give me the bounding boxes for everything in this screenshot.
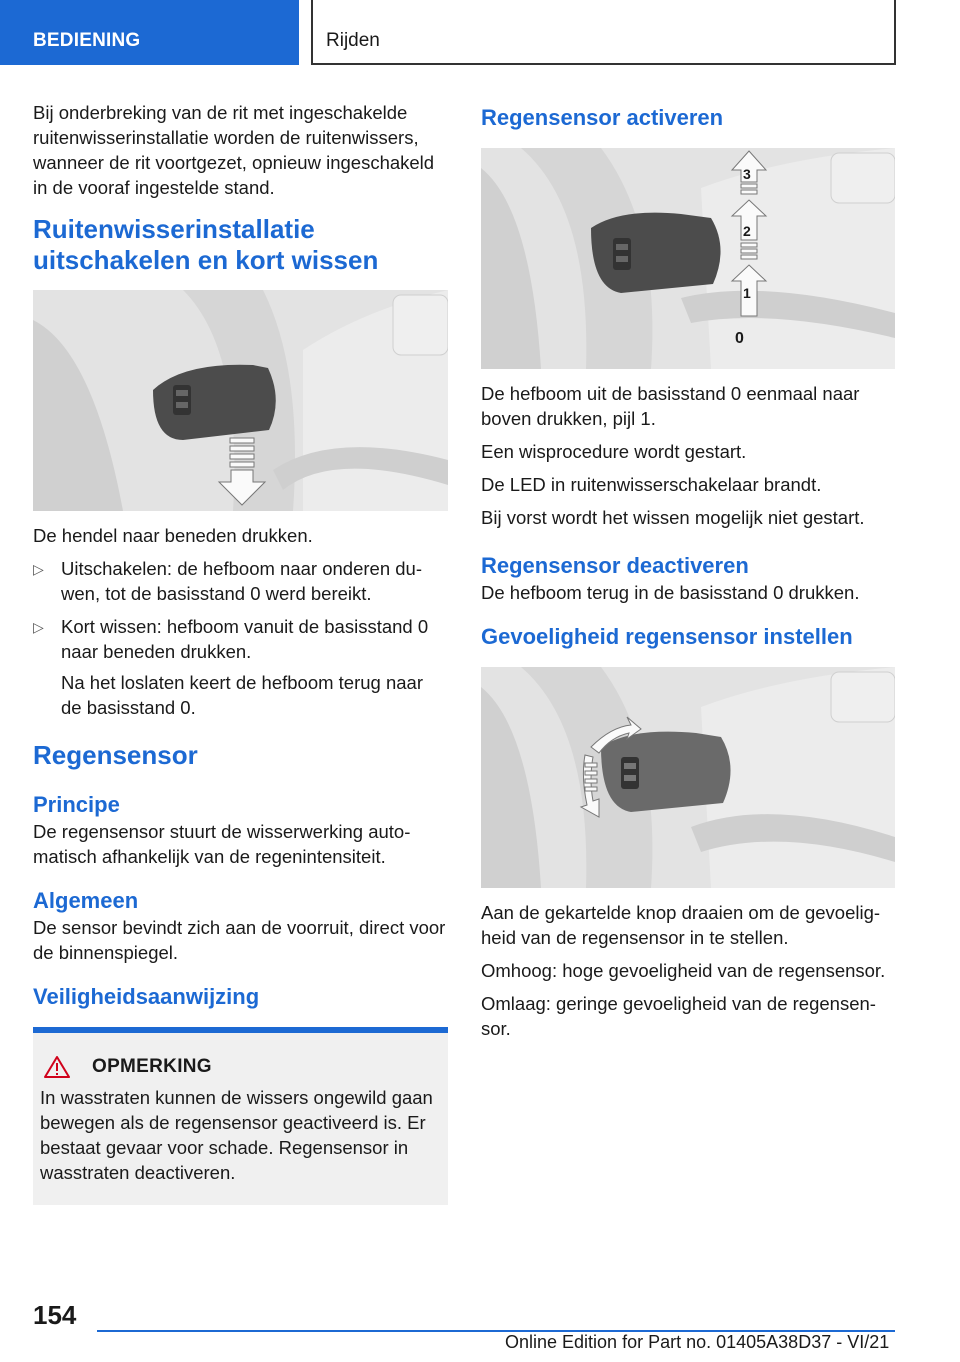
- section-tab: [0, 0, 299, 65]
- bullet-list: [33, 556, 448, 664]
- activate-step-1: De hefboom uit de basisstand 0 eenmaal naar boven drukken, pijl 1.: [481, 383, 860, 429]
- bullet-note: Na het loslaten keert de hefboom terug naar de basisstand 0.: [61, 672, 424, 718]
- heading-switch-off: Ruitenwisserinstallatie uitschakelen en kort wissen: [33, 214, 379, 275]
- stalk-down-illustration: [33, 290, 448, 511]
- triangle-bullet-icon: ▷: [33, 561, 44, 577]
- arrow-label-1: 1: [743, 285, 751, 301]
- right-column: [481, 100, 896, 1049]
- figure-stalk-down: [33, 290, 448, 511]
- figure-knob: [481, 667, 895, 888]
- figure-stalk-up: [481, 148, 895, 369]
- activate-step-4: Bij vorst wordt het wissen mogelijk niet gestart.: [481, 507, 865, 528]
- notice-text: In wasstraten kunnen de wissers ongewild gaan bewegen als de regensensor geactiveerd is. Er bestaat gevaar voor schade. Regensensor in wasstraten deactiveren.: [40, 1087, 433, 1183]
- sensitivity-text-2: Omhoog: hoge gevoeligheid van de regensensor.: [481, 960, 886, 981]
- heading-safety: Veiligheidsaanwijzing: [33, 984, 260, 1009]
- arrow-label-3: 3: [743, 166, 751, 182]
- heading-deactivate: Regensensor deactiveren: [481, 553, 749, 578]
- sensitivity-text-3: Omlaag: geringe gevoeligheid van de regensensor.: [481, 993, 876, 1039]
- principle-text: De regensensor stuurt de wisserwerking automatisch afhankelijk van de regenintensiteit.: [33, 821, 411, 867]
- list-item: ▷ Uitschakelen: de hefboom naar onderen duwen, tot de basisstand 0 werd bereikt.: [33, 558, 422, 604]
- edition-text: Online Edition for Part no. 01405A38D37 - VI/21: [505, 1332, 890, 1352]
- list-item: ▷ Kort wissen: hefboom vanuit de basisstand 0 naar beneden drukken.: [33, 616, 429, 662]
- position-label-0: 0: [735, 330, 744, 347]
- knob-illustration: [481, 667, 895, 888]
- chapter-box: [311, 0, 896, 65]
- activate-step-3: De LED in ruitenwisserschakelaar brandt.: [481, 474, 822, 495]
- heading-sensitivity: Gevoeligheid regensensor instellen: [481, 624, 853, 649]
- chapter-title: Rijden: [326, 30, 380, 51]
- heading-principle: Principe: [33, 792, 120, 817]
- press-down-text: De hendel naar beneden drukken.: [33, 525, 313, 546]
- notice-title: OPMERKING: [92, 1056, 212, 1077]
- arrow-label-2: 2: [743, 223, 751, 239]
- heading-activate: Regensensor activeren: [481, 105, 724, 130]
- heading-rain-sensor: Regensensor: [33, 740, 198, 770]
- left-column: [33, 100, 448, 1205]
- deactivate-text: De hefboom terug in de basisstand 0 drukken.: [481, 582, 860, 603]
- page-number: 154: [33, 1300, 77, 1330]
- notice-header: [40, 1055, 441, 1079]
- heading-general: Algemeen: [33, 888, 139, 913]
- general-text: De sensor bevindt zich aan de voorruit, direct voor de binnenspiegel.: [33, 917, 446, 963]
- notice-box: [33, 1027, 448, 1205]
- activate-step-2: Een wisprocedure wordt gestart.: [481, 441, 747, 462]
- triangle-bullet-icon: ▷: [33, 619, 44, 635]
- section-title: BEDIENING: [33, 30, 141, 51]
- intro-text: Bij onderbreking van de rit met ingeschakelde ruitenwisserinstallatie worden de ruitenwissers, wanneer de rit voortgezet, opnieuw ingeschakeld in de vooraf ingestelde stand.: [33, 102, 435, 198]
- stalk-up-illustration: [481, 148, 895, 369]
- sensitivity-text-1: Aan de gekartelde knop draaien om de gevoeligheid van de regensensor in te stellen.: [481, 902, 881, 948]
- warning-icon: [44, 1055, 70, 1079]
